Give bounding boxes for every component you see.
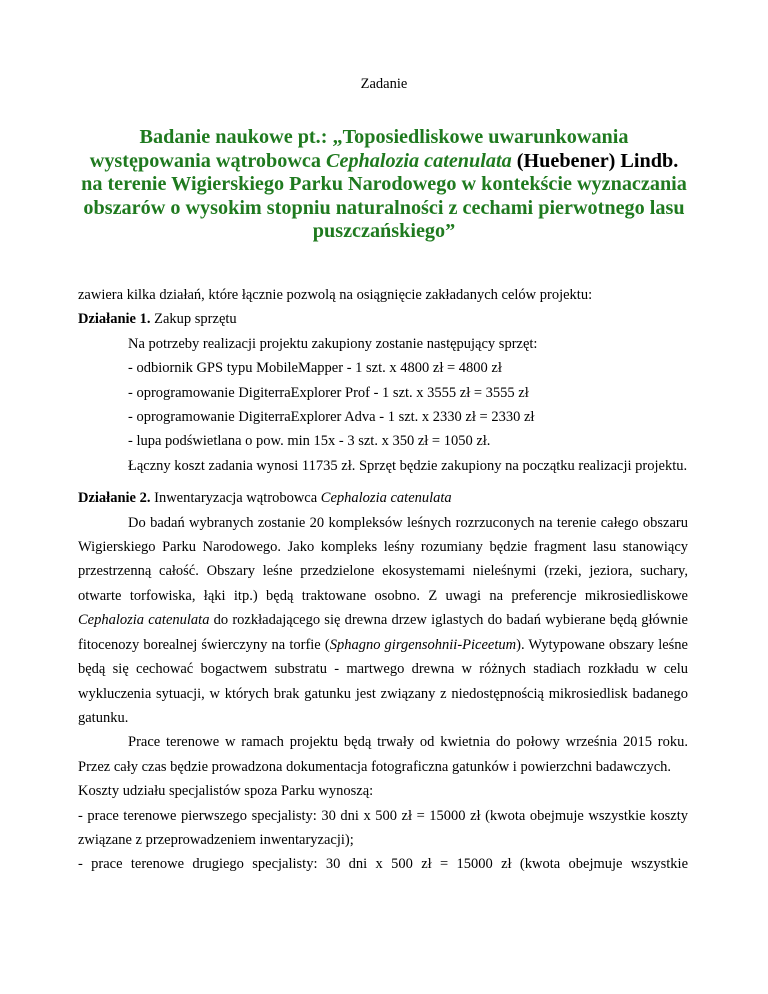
action2-paragraph-2: Prace terenowe w ramach projektu będą trwały od kwietnia do połowy września 2015 roku. Przez cały czas będzie prowadzona dokumentacja fotograficzna gatunków i powierzchni badawczych.	[78, 734, 688, 775]
action2-name: Inwentaryzacja wątrobowca	[150, 490, 321, 507]
title-tail: na terenie Wigierskiego Parku Narodowego w kontekście wyznaczania obszarów o wysokim stopniu naturalności z cechami pierwotnego lasu puszczańskiego”	[81, 173, 687, 242]
costs-lead: Koszty udziału specjalistów spoza Parku wynoszą:	[78, 783, 374, 800]
action2-paragraph-1: Do badań wybranych zostanie 20 kompleksów leśnych rozrzuconych na terenie całego obszaru Wigierskiego Parku Narodowego. Jako kompleks leśny rozumiany będzie fragment lasu stanowiący przestrzenną całość. Obszary leśne przedzielone ekosystemami nieleśnymi (rzeki, jeziora, suchary, otwarte torfowiska, łąki itp.) będą traktowane osobno. Z uwagi na preferencje mikrosiedliskowe Cephalozia catenulata do rozkładającego się drewna drzew iglastych do badań wybierane będą głównie fitocenozy borealnej świerczyny na torfie (Sphagno girgensohnii-Piceetum). Wytypowane obszary leśne będą się cechować bogactwem substratu - martwego drewna w różnych stadiach rozkładu w celu wykluczenia sytuacji, w których brak gatunku jest związany z niedostępnością mikrosiedlisk badanego gatunku.	[78, 514, 688, 726]
equipment-lead: Na potrzeby realizacji projektu zakupiony zostanie następujący sprzęt:	[128, 335, 538, 352]
action2-heading	[78, 486, 688, 510]
intro-paragraph: zawiera kilka działań, które łącznie pozwolą na osiągnięcie zakładanych celów projektu:	[78, 287, 593, 303]
equipment-item: - oprogramowanie DigiterraExplorer Adva - 1 szt. x 2330 zł = 2330 zł	[128, 409, 535, 426]
action2-species: Cephalozia catenulata	[320, 490, 452, 507]
equipment-item: - odbiornik GPS typu MobileMapper - 1 szt. x 4800 zł = 4800 zł	[128, 360, 502, 377]
action2-number: Działanie 2.	[78, 490, 151, 507]
action1-heading	[78, 307, 688, 331]
equipment-item: - lupa podświetlana o pow. min 15x - 3 szt. x 350 zł = 1050 zł.	[128, 433, 491, 450]
equipment-list	[78, 332, 688, 454]
project-title	[80, 126, 688, 244]
association-name: Sphagno girgensohnii-Piceetum	[329, 636, 517, 653]
task-label: Zadanie	[360, 76, 408, 92]
title-author: (Huebener) Lindb.	[511, 149, 679, 172]
title-lead: Badanie naukowe pt.: „Toposiedliskowe uwarunkowania występowania wątrobowca	[89, 126, 629, 172]
action1-name: Zakup sprzętu	[150, 311, 237, 328]
species-name: Cephalozia catenulata	[78, 612, 210, 629]
action1-summary: Łączny koszt zadania wynosi 11735 zł. Sprzęt będzie zakupiony na początku realizacji projektu.	[128, 457, 688, 474]
cost-item-2: - prace terenowe drugiego specjalisty: 30 dni x 500 zł = 15000 zł (kwota obejmuje wszystkie	[78, 856, 688, 873]
document-body	[78, 283, 688, 877]
equipment-item: - oprogramowanie DigiterraExplorer Prof - 1 szt. x 3555 zł = 3555 zł	[128, 384, 529, 401]
title-species: Cephalozia catenulata	[326, 149, 512, 172]
cost-item-1: - prace terenowe pierwszego specjalisty: 30 dni x 500 zł = 15000 zł (kwota obejmuje wszystkie koszty związane z przeprowadzeniem inwentaryzacji);	[78, 807, 688, 848]
action1-number: Działanie 1.	[78, 311, 151, 328]
